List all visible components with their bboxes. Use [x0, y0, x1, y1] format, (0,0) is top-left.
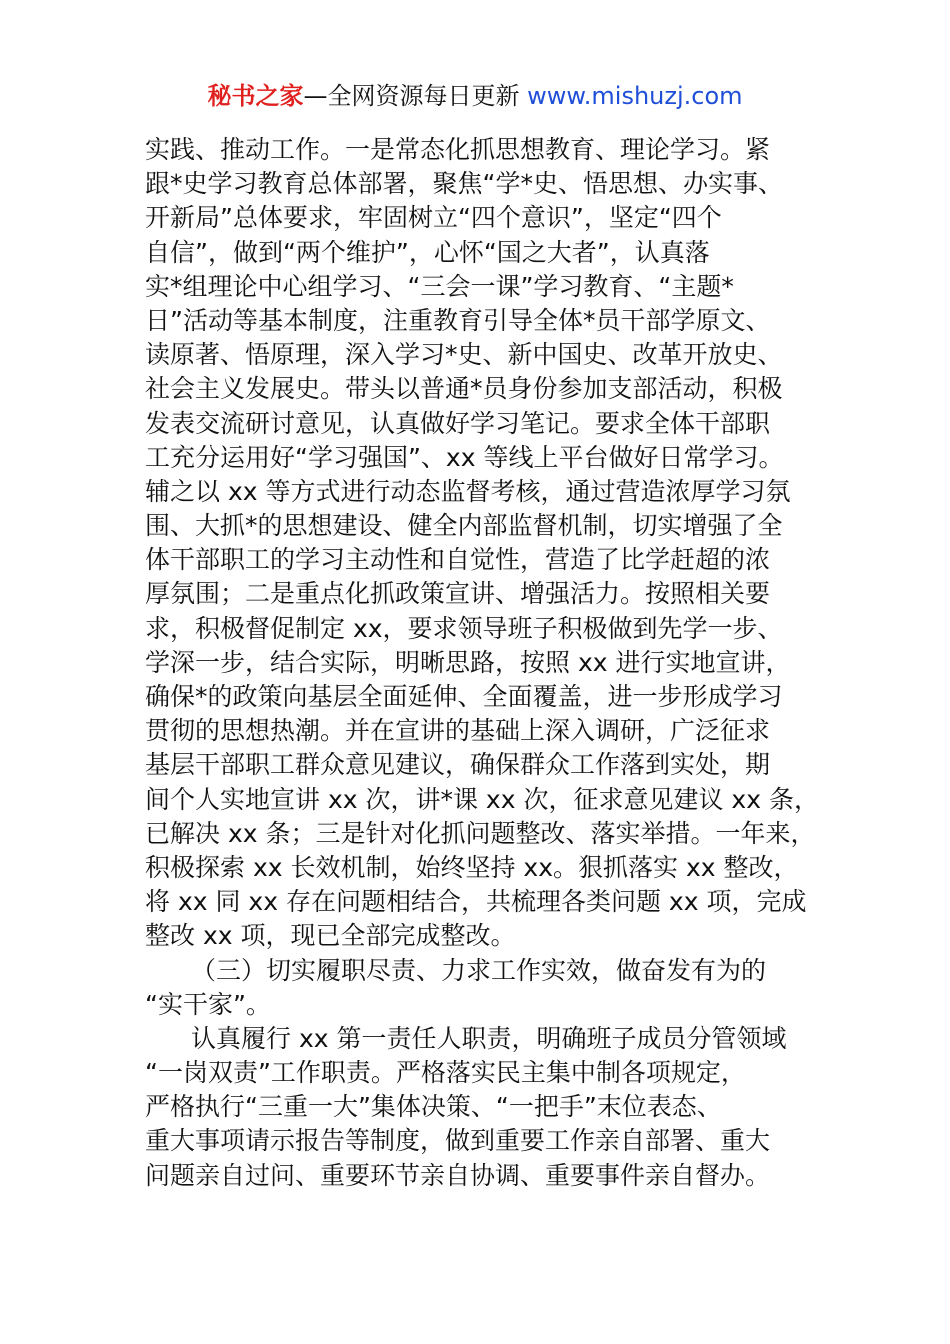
text-line: 将 xx 同 xx 存在问题相结合，共梳理各类问题 xx 项，完成	[145, 887, 807, 917]
paragraph-start: 认真履行 xx 第一责任人职责，明确班子成员分管领域	[191, 1023, 787, 1053]
site-header	[0, 80, 950, 112]
brand-name: 秘书之家	[207, 82, 304, 110]
text-line: 厚氛围；二是重点化抓政策宣讲、增强活力。按照相关要	[145, 579, 771, 609]
text-line: 已解决 xx 条；三是针对化抓问题整改、落实举措。一年来，	[145, 818, 816, 848]
section-heading-continued: “实干家”。	[145, 989, 271, 1019]
text-line: 工充分运用好“学习强国”、xx 等线上平台做好日常学习。	[145, 442, 784, 472]
text-line: 读原著、悟原理，深入学习*史、新中国史、改革开放史、	[145, 340, 783, 370]
text-line: 积极探索 xx 长效机制，始终坚持 xx。狠抓落实 xx 整改，	[145, 852, 799, 882]
section-heading: （三）切实履职尽责、力求工作实效，做奋发有为的	[191, 955, 767, 985]
text-line: 实践、推动工作。一是常态化抓思想教育、理论学习。紧	[145, 135, 771, 164]
text-line: “一岗双责”工作职责。严格落实民主集中制各项规定，	[145, 1058, 746, 1088]
text-line: 重大事项请示报告等制度，做到重要工作亲自部署、重大	[145, 1126, 771, 1156]
document-body	[145, 133, 825, 1193]
text-line: 学深一步，结合实际，明晰思路，按照 xx 进行实地宣讲，	[145, 647, 791, 677]
text-line: 严格执行“三重一大”集体决策、“一把手”末位表态、	[145, 1092, 722, 1122]
text-line: 辅之以 xx 等方式进行动态监督考核，通过营造浓厚学习氛	[145, 476, 791, 506]
text-line: 开新局”总体要求，牢固树立“四个意识”，坚定“四个	[145, 203, 722, 233]
text-line: 基层干部职工群众意见建议，确保群众工作落到实处，期	[145, 750, 771, 780]
text-line: 发表交流研讨意见，认真做好学习笔记。要求全体干部职	[145, 408, 771, 438]
text-line: 确保*的政策向基层全面延伸、全面覆盖，进一步形成学习	[145, 682, 783, 711]
text-line: 跟*史学习教育总体部署，聚焦“学*史、悟思想、办实事、	[145, 169, 783, 199]
text-line: 体干部职工的学习主动性和自觉性，营造了比学赶超的浓	[145, 545, 771, 575]
text-line: 问题亲自过问、重要环节亲自协调、重要事件亲自督办。	[145, 1160, 771, 1190]
text-line: 求，积极督促制定 xx，要求领导班子积极做到先学一步、	[145, 613, 783, 643]
text-line: 日”活动等基本制度，注重教育引导全体*员干部学原文、	[145, 305, 771, 335]
text-line: 整改 xx 项，现已全部完成整改。	[145, 921, 516, 951]
text-line: 自信”，做到“两个维护”，心怀“国之大者”，认真落	[145, 237, 710, 267]
text-line: 贯彻的思想热潮。并在宣讲的基础上深入调研，广泛征求	[145, 716, 771, 746]
site-url-link[interactable]: www.mishuzj.com	[527, 82, 743, 110]
text-line: 社会主义发展史。带头以普通*员身份参加支部活动，积极	[145, 374, 783, 404]
text-line: 间个人实地宣讲 xx 次，讲*课 xx 次，征求意见建议 xx 条，	[145, 784, 819, 814]
text-line: 围、大抓*的思想建设、健全内部监督机制，切实增强了全	[145, 511, 783, 541]
header-tagline: —全网资源每日更新	[303, 82, 528, 110]
text-line: 实*组理论中心组学习、“三会一课”学习教育、“主题*	[145, 271, 734, 301]
